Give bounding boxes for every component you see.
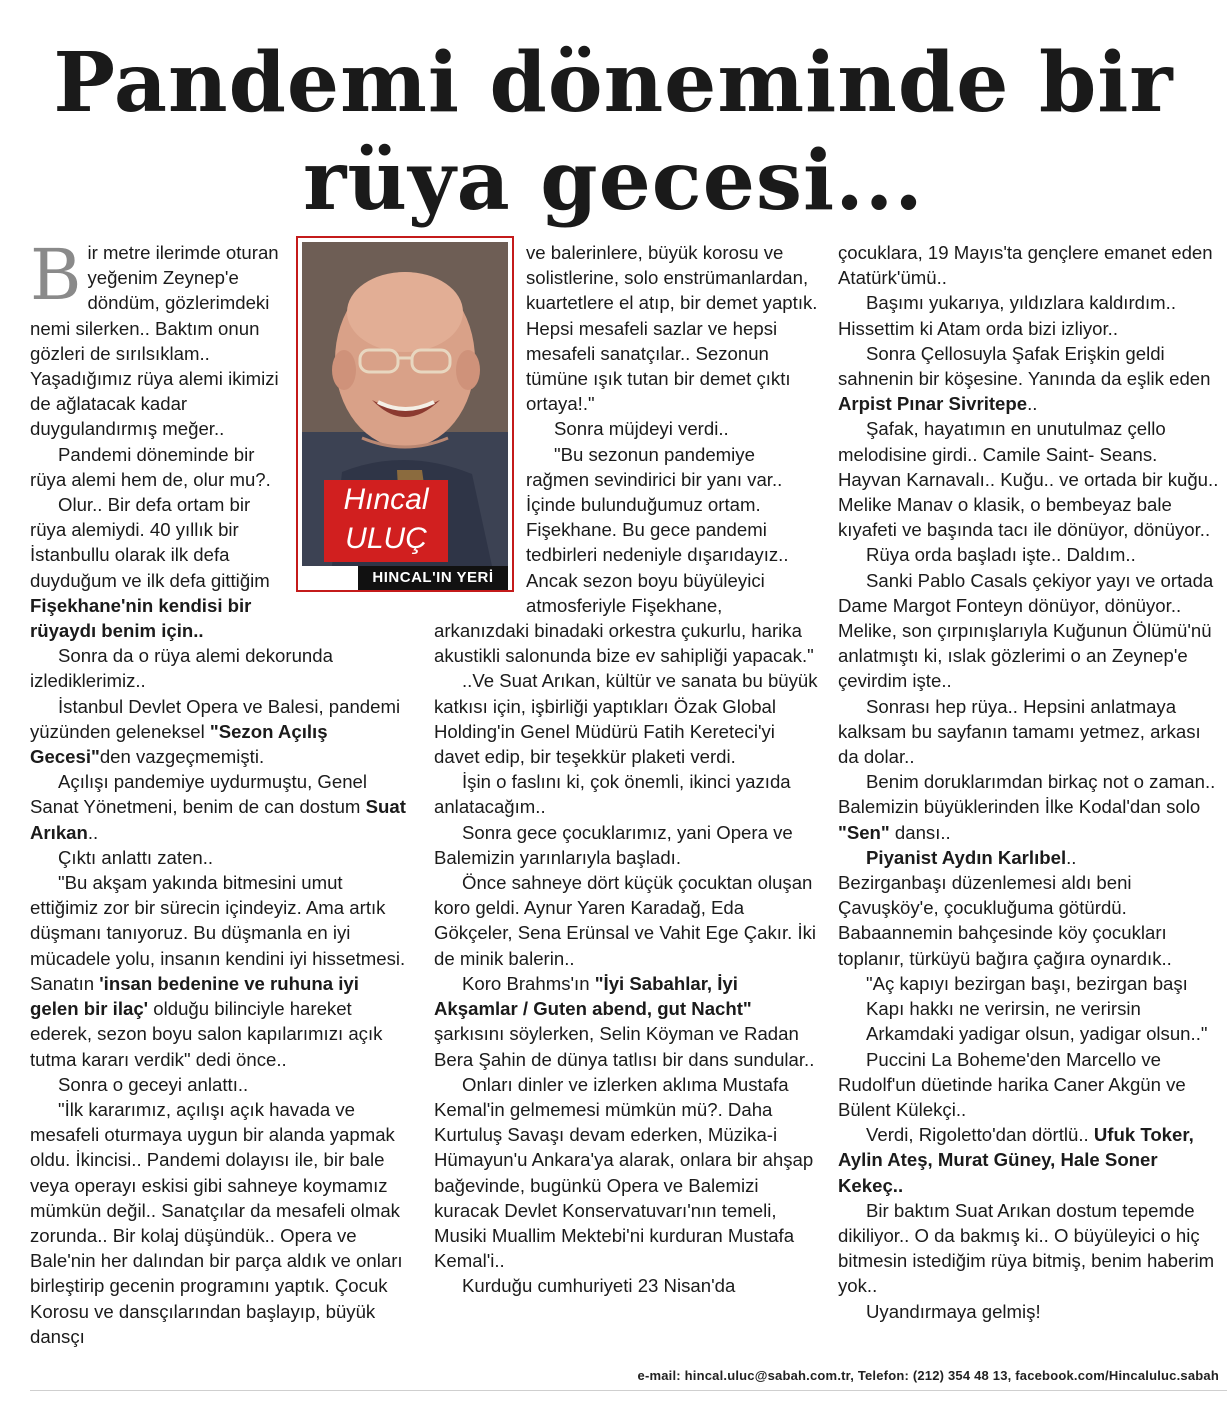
text-run: "İlk kararımız, açılışı açık havada ve mesafeli oturmaya uygun bir alanda yapmak oldu. İkincisi.. Pandemi dolayısı ile, bir bale veya operayı eskisi gibi sahneye koymamız mümkün değil.. Sanatçılar da mesafeli olmak zorunda.. Bir kolaj düşündük.. Opera ve Bale'nin her dalından bir parça aldık ve onları birleştirip gecenin programını yaptık. Çocuk Korosu ve dansçılarından başlayıp, büyük dansçı <box>30 1098 403 1347</box>
paragraph <box>838 1122 1220 1198</box>
text-run: .. <box>1066 846 1077 868</box>
paragraph <box>434 971 820 1072</box>
text-run: Sonrası hep rüya.. Hepsini anlatmaya kalksam bu sayfanın tamamı yetmez, arkası da dolar.. <box>838 695 1201 768</box>
paragraph <box>838 542 1220 567</box>
paragraph <box>434 769 820 819</box>
headline <box>0 34 1227 230</box>
paragraph <box>838 996 1220 1021</box>
text-run: den vazgeçmemişti. <box>99 746 265 768</box>
author-first-name: Hıncal <box>343 483 429 516</box>
text-run: İşin o faslını ki, çok önemli, ikinci yazıda anlatacağım.. <box>434 771 791 818</box>
text-run: ve balerinlere, büyük korosu ve solistlerine, solo enstrümanlardan, kuartetlere el atıp, bir demet yaptık. Hepsi mesafeli sazlar ve hepsi mesafeli sanatçılar.. Sezonun tümüne ışık tutan bir demet çıktı ortaya!." <box>526 242 818 415</box>
text-run: Uyandırmaya gelmiş! <box>866 1300 1041 1322</box>
paragraph <box>838 1299 1220 1324</box>
paragraph <box>838 290 1220 340</box>
text-run: .. <box>87 821 99 843</box>
paragraph <box>838 416 1220 542</box>
text-run: "Bu sezonun pandemiye rağmen sevindirici bir yanı var.. İçinde bulunduğumuz ortam. Fişekhane. Bu gece pandemi tedbirleri nedeniyle dışarıdayız.. Ancak sezon boyu büyüleyici atmosferiyle Fişekhane, arkanızdaki binadaki orkestra çukurlu, harika akustikli salonunda bize ev sahipliği yapacak." <box>434 443 814 667</box>
text-run: "Bu akşam yakında bitmesini umut ettiğimiz zor bir sürecin içindeyiz. Ama artık düşmanı tanıyoruz. Bu düşmanla en iyi mücadele yolu, insanın kendini iyi hissetmesi. Sanatın <box>30 872 406 994</box>
footer-contact: e-mail: hincal.uluc@sabah.com.tr, Telefon: (212) 354 48 13, facebook.com/Hincaluluc.sabah <box>637 1368 1219 1383</box>
bold-text: 'insan bedenine ve ruhuna iyi gelen bir ilaç' <box>30 972 359 1020</box>
text-run: Kurduğu cumhuriyeti 23 Nisan'da <box>462 1275 736 1297</box>
paragraph <box>30 1097 406 1349</box>
author-name-banner <box>324 480 448 562</box>
paragraph <box>838 694 1220 770</box>
headline-line-2: rüya gecesi... <box>303 133 924 229</box>
paragraph <box>30 845 406 870</box>
text-run: Onları dinler ve izlerken aklıma Mustafa Kemal'in gelmemesi mümkün mü?. Daha Kurtuluş Savaşı devam ederken, Müzika-i Hümayun'u Ankara'ya alarak, onlara bir ahşap bağevinde, bugünkü Opera ve Balemizi kuracak Devlet Konservatuvarı'nın temeli, Musiki Muallim Mektebi'ni kurduran Mustafa Kemal'i.. <box>434 1073 814 1272</box>
article-column-3 <box>838 240 1220 1324</box>
text-run: Pandemi döneminde bir rüya alemi hem de, olur mu?. <box>30 443 271 490</box>
text-run: şarkısını söylerken, Selin Köyman ve Radan Bera Şahin de dünya tatlısı bir dans sundular.. <box>434 1023 815 1070</box>
bold-text: Fişekhane'nin kendisi bir rüyaydı benim için.. <box>30 594 252 642</box>
author-photo-box <box>296 236 514 592</box>
bold-text: Suat Arıkan <box>30 796 406 843</box>
text-run: "Aç kapıyı bezirgan başı, bezirgan başı <box>866 972 1188 994</box>
text-run: Çıktı anlattı zaten.. <box>58 846 214 868</box>
paragraph <box>30 1072 406 1097</box>
headline-line-1: Pandemi döneminde bir <box>53 35 1174 131</box>
text-run: Sonra Çellosuyla Şafak Erişkin geldi sahnenin bir köşesine. Yanında da eşlik eden <box>838 342 1211 390</box>
paragraph <box>838 1021 1220 1046</box>
text-run: Sonra da o rüya alemi dekorunda izlediklerimiz.. <box>30 645 333 692</box>
text-run: Sonra gece çocuklarımız, yani Opera ve Balemizin yarınlarıyla başladı. <box>434 821 793 868</box>
paragraph <box>838 1198 1220 1299</box>
paragraph <box>434 870 820 971</box>
text-run: Sonra o geceyi anlattı.. <box>58 1073 249 1095</box>
text-run: çocuklara, 19 Mayıs'ta gençlere emanet eden Atatürk'ümü.. <box>838 242 1213 289</box>
paragraph <box>838 769 1220 845</box>
text-run: Arkamdaki yadigar olsun, yadigar olsun.." <box>866 1023 1208 1045</box>
bold-text: "İyi Sabahlar, İyi Akşamlar / Guten abend, gut Nacht" <box>434 972 752 1020</box>
paragraph <box>838 870 1220 971</box>
text-run: Açılışı pandemiye uydurmuştu, Genel Sanat Yönetmeni, benim de can dostum <box>30 771 368 818</box>
bold-text: "Sezon Açılış Gecesi" <box>30 720 328 768</box>
text-run: Sanki Pablo Casals çekiyor yayı ve ortada Dame Margot Fonteyn dönüyor, dönüyor.. Melike, son çırpınışlarıyla Kuğunun Ölümü'nü anlatmıştı ki, ıslak gözlerimi o an Zeynep'e çevirdim işte.. <box>838 569 1214 692</box>
text-run: Bezirganbaşı düzenlemesi aldı beni Çavuşköy'e, çocukluğuma götürdü. Babaannemin bahçesinde köy çocukları toplanır, türküyü bağıra çağıra oynardık.. <box>838 872 1172 969</box>
text-run: Benim doruklarımdan birkaç not o zaman.. Balemizin büyüklerinden İlke Kodal'dan solo <box>838 771 1216 818</box>
paragraph <box>434 820 820 870</box>
paragraph <box>30 694 406 770</box>
text-run: Sonra müjdeyi verdi.. <box>554 418 729 440</box>
paragraph <box>30 643 406 693</box>
bold-text: Arpist Pınar Sivritepe <box>838 393 1028 415</box>
drop-cap: B <box>30 234 82 316</box>
author-last-name: ULUÇ <box>345 522 427 555</box>
text-run: ..Ve Suat Arıkan, kültür ve sanata bu büyük katkısı için, işbirliği yaptıkları Özak Global Holding'in Genel Müdürü Fatih Kereteci'yi davet edip, bir teşekkür plaketi verdi. <box>434 670 818 768</box>
paragraph <box>434 1273 820 1298</box>
paragraph <box>838 1047 1220 1123</box>
text-run: olduğu bilinciyle hareket ederek, sezon boyu salon kapılarımızı açık tutma kararı verdik" dedi önce.. <box>30 998 383 1070</box>
bold-text: "Sen" <box>838 821 890 843</box>
text-run: İstanbul Devlet Opera ve Balesi, pandemi yüzünden geleneksel <box>30 695 401 742</box>
text-run: Koro Brahms'ın <box>462 972 595 994</box>
footer-rule <box>30 1390 1227 1391</box>
text-run: Puccini La Boheme'den Marcello ve Rudolf'un düetinde harika Caner Akgün ve Bülent Külekçi.. <box>838 1048 1186 1120</box>
paragraph <box>838 845 1220 870</box>
bold-text: Piyanist Aydın Karlıbel <box>866 846 1067 868</box>
paragraph <box>838 240 1220 290</box>
text-run: Rüya orda başladı işte.. Daldım.. <box>866 544 1136 566</box>
text-run: Kapı hakkı ne verirsin, ne verirsin <box>866 998 1141 1020</box>
column-name-label: HINCAL'IN YERİ <box>358 566 508 590</box>
paragraph <box>434 668 820 769</box>
bold-text: Ufuk Toker, Aylin Ateş, Murat Güney, Hale Soner Kekeç.. <box>838 1124 1194 1196</box>
text-run: Bir baktım Suat Arıkan dostum tepemde dikiliyor.. O da bakmış ki.. O büyüleyici o hiç bitmesin istediğim rüya bitmiş, benim haberim yok.. <box>838 1199 1215 1297</box>
paragraph <box>434 1072 820 1274</box>
text-run: Şafak, hayatımın en unutulmaz çello melodisine girdi.. Camile Saint- Seans. Hayvan Karnavalı.. Kuğu.. ve ortada bir kuğu.. Melike Manav o klasik, o bembeyaz bale kıyafeti ve başında tacı ile dönüyor, dönüyor.. <box>838 418 1219 541</box>
paragraph <box>838 341 1220 417</box>
text-run: dansı.. <box>889 821 951 843</box>
paragraph <box>838 971 1220 996</box>
text-run: Önce sahneye dört küçük çocuktan oluşan koro geldi. Aynur Yaren Karadağ, Eda Gökçeler, Sena Erünsal ve Vahit Ege Çakır. İki de minik balerin.. <box>434 872 817 969</box>
paragraph <box>30 769 406 845</box>
text-run: Başımı yukarıya, yıldızlara kaldırdım.. Hissettim ki Atam orda bizi izliyor.. <box>838 292 1176 339</box>
text-run: Verdi, Rigoletto'dan dörtlü.. <box>866 1124 1094 1146</box>
text-run: ir metre ilerimde oturan yeğenim Zeynep'e döndüm, gözlerimdeki nemi silerken.. Baktım onun gözleri de sırılsıklam.. Yaşadığımız rüya alemi ikimizi de ağlatacak kadar duygulandırmış meğer.. <box>30 242 279 440</box>
text-run: .. <box>1027 393 1038 415</box>
paragraph <box>838 568 1220 694</box>
text-run: Olur.. Bir defa ortam bir rüya alemiydi. 40 yıllık bir İstanbullu olarak ilk defa duyduğum ve ilk defa gittiğim <box>30 494 270 591</box>
paragraph <box>30 870 406 1072</box>
